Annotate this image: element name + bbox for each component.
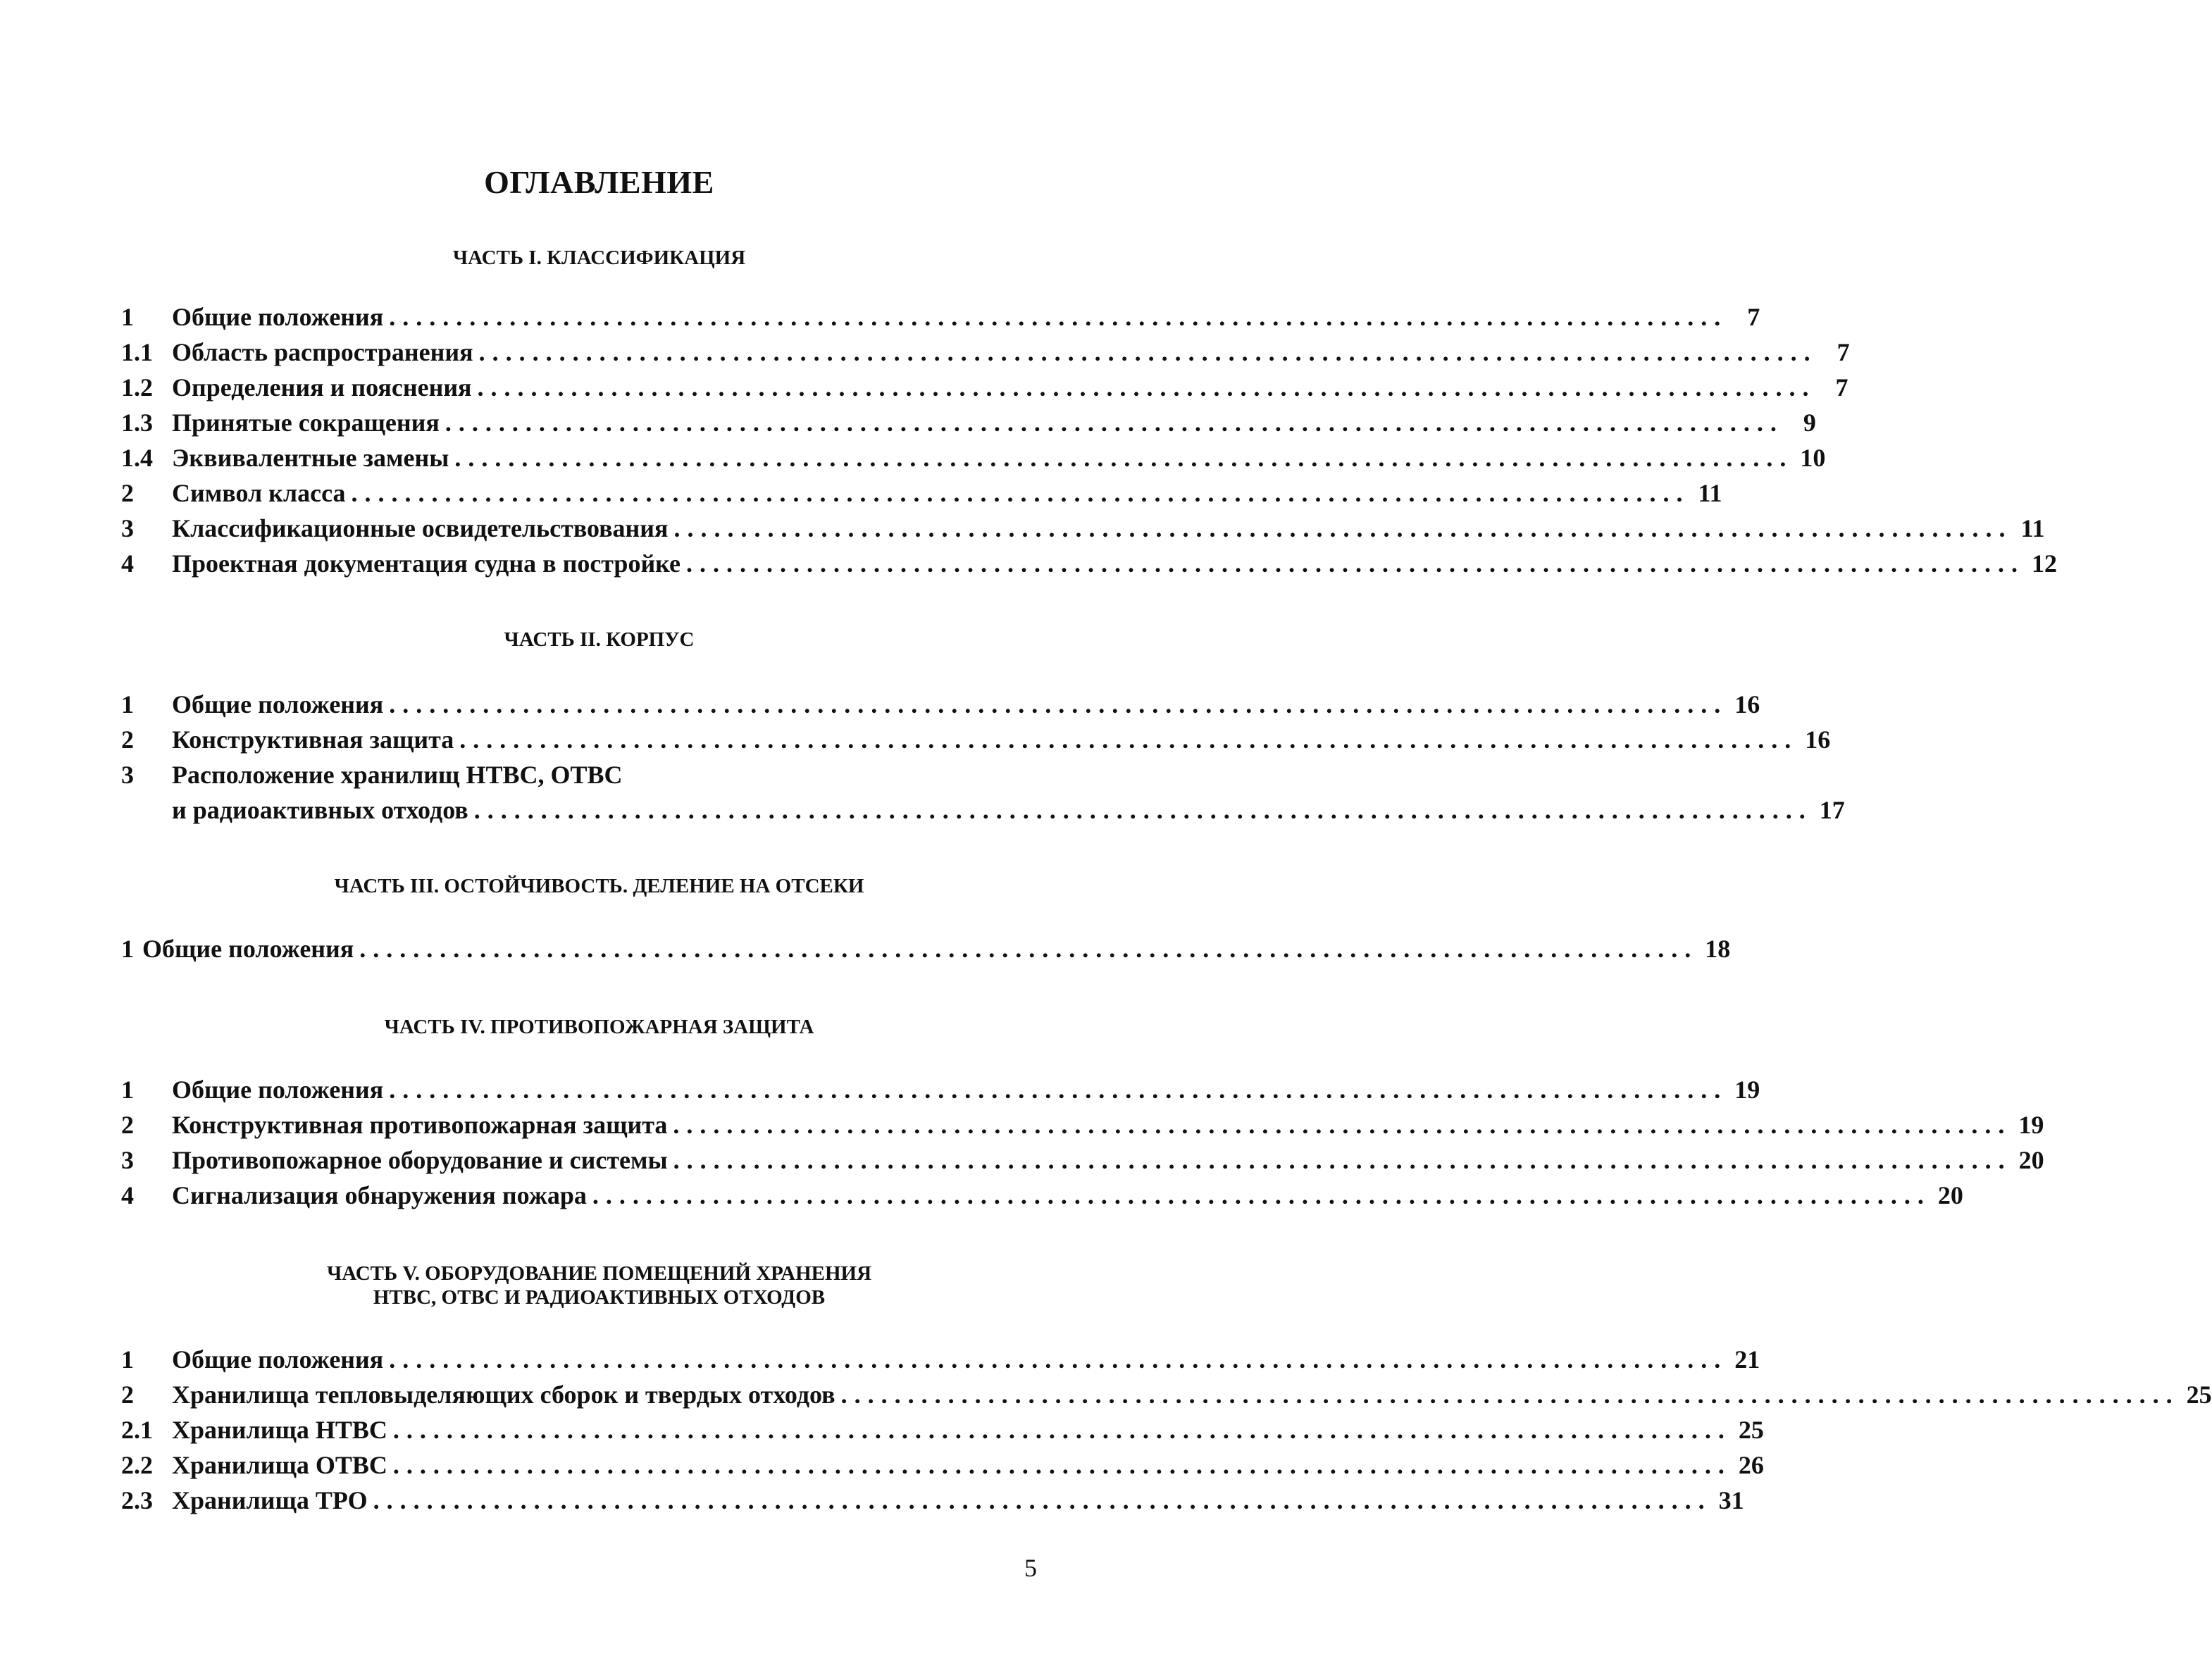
toc-entry-title: Общие положения bbox=[172, 690, 384, 718]
toc-entry-title: Общие положения bbox=[172, 1345, 384, 1374]
dot-leader: .................................................................................................... bbox=[389, 690, 1728, 718]
toc-entry-number: 1.2 bbox=[121, 373, 153, 401]
toc-entry[interactable] bbox=[121, 1107, 2044, 1142]
toc-entry-page: 25 bbox=[2186, 1381, 2212, 1409]
toc-entry[interactable] bbox=[121, 931, 1731, 966]
toc-entry-title: Область распространения bbox=[172, 338, 473, 366]
toc-entry[interactable] bbox=[121, 511, 2045, 546]
toc-entry-title: Хранилища тепловыделяющих сборок и твердых отходов bbox=[172, 1381, 835, 1409]
toc-entry-number: 1 bbox=[121, 1345, 134, 1374]
toc-entry-title: Общие положения bbox=[172, 303, 384, 331]
toc-entry-page: 9 bbox=[1803, 409, 1816, 437]
dot-leader: .................................................................................................... bbox=[454, 444, 1794, 472]
toc-entry-number: 4 bbox=[121, 1181, 134, 1209]
toc-entry-title: Хранилища ТРО bbox=[172, 1486, 368, 1514]
toc-entry-number: 1 bbox=[121, 303, 134, 331]
toc-entry-number: 2 bbox=[121, 1111, 134, 1139]
toc-entry-number: 1.3 bbox=[121, 409, 153, 437]
toc-entry-title: Проектная документация судна в постройке bbox=[172, 549, 681, 578]
toc-entry-number: 1 bbox=[121, 1076, 134, 1104]
toc-entry-title: Принятые сокращения bbox=[172, 409, 440, 437]
toc-entry-page: 26 bbox=[1738, 1451, 1764, 1479]
toc-entry-title: Конструктивная противопожарная защита bbox=[172, 1111, 668, 1139]
toc-entry-number: 1 bbox=[121, 690, 134, 718]
toc-entry-page: 10 bbox=[1800, 444, 1826, 472]
toc-entry-title: Хранилища ОТВС bbox=[172, 1451, 387, 1479]
toc-entry-number: 3 bbox=[121, 761, 134, 789]
toc-entry[interactable] bbox=[121, 299, 1760, 335]
toc-entry-title: Символ класса bbox=[172, 479, 346, 507]
toc-entry-page: 17 bbox=[1819, 796, 1845, 824]
toc-entry-title: Общие положения bbox=[172, 1076, 384, 1104]
dot-leader: .................................................................................................... bbox=[389, 1076, 1728, 1104]
toc-entry[interactable] bbox=[121, 687, 1760, 722]
toc-entry-title: Хранилища НТВС bbox=[172, 1416, 387, 1444]
dot-leader: .................................................................................................... bbox=[392, 1416, 1732, 1444]
dot-leader: .................................................................................................... bbox=[392, 1451, 1732, 1479]
toc-entry[interactable] bbox=[121, 475, 1722, 511]
dot-leader: .................................................................................................... bbox=[351, 479, 1690, 507]
dot-leader: .................................................................................................... bbox=[389, 303, 1728, 331]
toc-entry[interactable] bbox=[121, 1178, 1963, 1213]
toc-entry-page: 18 bbox=[1705, 935, 1731, 963]
dot-leader: .................................................................................................... bbox=[673, 1111, 2012, 1139]
dot-leader: .................................................................................................... bbox=[373, 1486, 1712, 1514]
toc-entry-page: 7 bbox=[1837, 338, 1850, 366]
toc-entry-number: 1 bbox=[121, 935, 134, 963]
dot-leader: .................................................................................................... bbox=[673, 514, 2013, 542]
toc-entry-title: Классификационные освидетельствования bbox=[172, 514, 669, 542]
toc-entry-page: 11 bbox=[2020, 514, 2045, 542]
toc-entry-title: Конструктивная защита bbox=[172, 725, 454, 754]
dot-leader: .................................................................................................... bbox=[459, 725, 1798, 754]
toc-entry-page: 16 bbox=[1805, 725, 1831, 754]
toc-entry-number: 1.1 bbox=[121, 338, 153, 366]
toc-entry[interactable] bbox=[121, 1412, 1764, 1447]
toc-entry-page: 20 bbox=[2018, 1146, 2044, 1174]
dot-leader: .................................................................................................... bbox=[477, 373, 1816, 401]
toc-entry-number: 2 bbox=[121, 479, 134, 507]
page-title: ОГЛАВЛЕНИЕ bbox=[484, 164, 714, 200]
part-heading: ЧАСТЬ III. ОСТОЙЧИВОСТЬ. ДЕЛЕНИЕ НА ОТСЕКИ bbox=[334, 875, 864, 897]
toc-entry[interactable] bbox=[121, 440, 1826, 475]
toc-entry-title: Эквивалентные замены bbox=[172, 444, 449, 472]
toc-entry-title: Сигнализация обнаружения пожара bbox=[172, 1181, 587, 1209]
dot-leader: .................................................................................................... bbox=[473, 796, 1813, 824]
toc-entry-number: 2.1 bbox=[121, 1416, 153, 1444]
toc-entry[interactable] bbox=[121, 405, 1816, 440]
part-heading-line1: ЧАСТЬ V. ОБОРУДОВАНИЕ ПОМЕЩЕНИЙ ХРАНЕНИЯ bbox=[326, 1262, 872, 1285]
toc-entry-page: 7 bbox=[1747, 303, 1760, 331]
toc-entry[interactable] bbox=[121, 1377, 2212, 1412]
toc-entry-page: 12 bbox=[2032, 549, 2058, 578]
part-heading-line2: НТВС, ОТВС И РАДИОАКТИВНЫХ ОТХОДОВ bbox=[373, 1286, 826, 1309]
toc-entry-page: 19 bbox=[2018, 1111, 2044, 1139]
dot-leader: .................................................................................................... bbox=[673, 1146, 2012, 1174]
toc-entry[interactable] bbox=[121, 1447, 1764, 1483]
toc-entry[interactable] bbox=[121, 757, 1037, 792]
dot-leader: .................................................................................................... bbox=[592, 1181, 1931, 1209]
dot-leader: .................................................................................................... bbox=[840, 1381, 2180, 1409]
toc-entry[interactable] bbox=[121, 722, 1831, 757]
toc-entry-page: 16 bbox=[1734, 690, 1760, 718]
toc-entry-page: 31 bbox=[1718, 1486, 1744, 1514]
toc-entry-page: 19 bbox=[1734, 1076, 1760, 1104]
part-heading: ЧАСТЬ IV. ПРОТИВОПОЖАРНАЯ ЗАЩИТА bbox=[384, 1016, 814, 1038]
toc-entry-page: 21 bbox=[1734, 1345, 1760, 1374]
toc-entry-title: Общие положения bbox=[142, 935, 354, 963]
toc-entry[interactable] bbox=[121, 1342, 1760, 1377]
toc-entry[interactable] bbox=[121, 1483, 1744, 1518]
toc-entry-number: 4 bbox=[121, 549, 134, 578]
toc-entry[interactable] bbox=[121, 370, 1848, 405]
toc-entry-title: Определения и пояснения bbox=[172, 373, 472, 401]
toc-entry-number: 1.4 bbox=[121, 444, 153, 472]
toc-entry-continuation[interactable] bbox=[121, 792, 1845, 828]
toc-entry-number: 3 bbox=[121, 514, 134, 542]
toc-entry-title: Расположение хранилищ НТВС, ОТВС bbox=[172, 761, 623, 789]
page-number: 5 bbox=[1024, 1554, 1037, 1582]
toc-entry-number: 2.2 bbox=[121, 1451, 153, 1479]
toc-entry[interactable] bbox=[121, 546, 2058, 581]
dot-leader: .................................................................................................... bbox=[686, 549, 2025, 578]
toc-entry-page: 11 bbox=[1698, 479, 1722, 507]
toc-entry-number: 3 bbox=[121, 1146, 134, 1174]
part-heading: ЧАСТЬ II. КОРПУС bbox=[504, 628, 695, 651]
toc-entry-title: Противопожарное оборудование и системы bbox=[172, 1146, 668, 1174]
dot-leader: .................................................................................................... bbox=[359, 935, 1698, 963]
toc-entry-number: 2.3 bbox=[121, 1486, 153, 1514]
toc-entry-page: 7 bbox=[1835, 373, 1848, 401]
dot-leader: .................................................................................................... bbox=[478, 338, 1818, 366]
toc-entry-page: 20 bbox=[1937, 1181, 1963, 1209]
toc-entry[interactable] bbox=[121, 1072, 1760, 1107]
toc-entry-title: и радиоактивных отходов bbox=[172, 796, 468, 824]
toc-entry-number: 2 bbox=[121, 725, 134, 754]
part-heading: ЧАСТЬ I. КЛАССИФИКАЦИЯ bbox=[452, 247, 746, 269]
toc-entry-number: 2 bbox=[121, 1381, 134, 1409]
toc-entry[interactable] bbox=[121, 335, 1850, 370]
dot-leader: .................................................................................................... bbox=[389, 1345, 1728, 1374]
toc-entry-page: 25 bbox=[1738, 1416, 1764, 1444]
toc-entry[interactable] bbox=[121, 1142, 2044, 1178]
dot-leader: .................................................................................................... bbox=[445, 409, 1784, 437]
